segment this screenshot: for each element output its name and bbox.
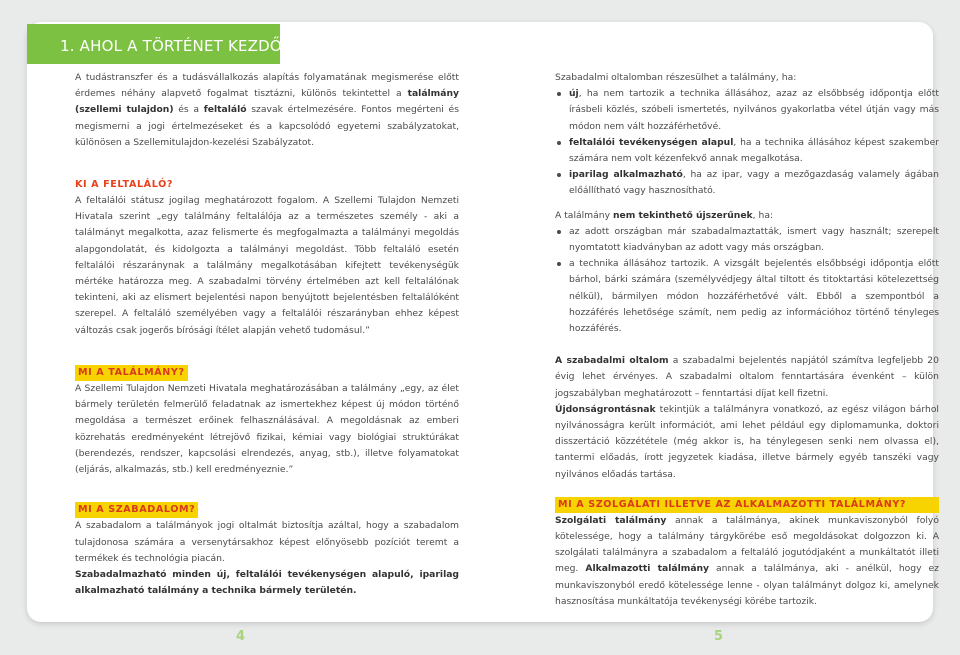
feltalalo-paragraph: A feltalálói státusz jogilag meghatározott fogalom. A Szellemi Tulajdon Nemzeti Hivatala szerint „egy találmány feltalálója az a természetes személy - aki a találmányt megalkotta, azaz felismerte és megfogalmazta a találmányi megoldás alapgondolatát, és kidolgozta a találmányi megoldást. Több feltaláló esetén feltalálói részaránynak a találmány megalkotásában kifejtett tevékenységük mértéke határozza meg. A szabadalmi törvény értelmében azt kell feltalálónak tekinteni, aki az elismert bejelentési napon benyújtott bejelentésben feltalálóként szerepel. A feltaláló személyében vagy a feltalálói részarányban ehhez képest változás csak jogerős bírósági ítélet alapján vehető tudomásul.” — [75, 195, 459, 336]
page-number-right: 5 — [714, 629, 724, 644]
heading-mi-a-talalmany: MI A TALÁLMÁNY? — [75, 365, 188, 381]
oltalom-intro: Szabadalmi oltalomban részesülhet a találmány, ha: — [555, 72, 797, 83]
not-novel-list — [555, 224, 939, 337]
list-item: az adott országban már szabadalmaztatták, ismert vagy használt; szerepelt nyomtatott kiadványban az adott vagy más országban. — [555, 224, 939, 256]
szabadalmazhato-statement: Szabadalmazható minden új, feltalálói tevékenységen alapuló, iparilag alkalmazható találmány a technika bármely területén. — [75, 569, 459, 597]
list-item: a technika állásához tartozik. A vizsgált bejelentés elsőbbségi időpontja előtt bárhol, bárki számára (személyvédjegy által tiltott és titoktartási kötelezettség nélkül), bármilyen módon hozzáférhetővé vált. Ebből a szempontból a hozzáférés lehetősége számít, nem pedig az információhoz történő tényleges hozzáférés. — [555, 256, 939, 337]
heading-mi-a-szabadalom: MI A SZABADALOM? — [75, 502, 198, 518]
document-spread — [27, 22, 940, 622]
left-column — [75, 70, 459, 599]
heading-ki-a-feltalalo: KI A FELTALÁLÓ? — [75, 179, 173, 191]
not-novel-intro: A találmány nem tekinthető újszerűnek, ha: — [555, 209, 774, 221]
page-number-left: 4 — [236, 629, 246, 644]
heading-szolgalati-talalmany: MI A SZOLGÁLATI ILLETVE AZ ALKALMAZOTTI TALÁLMÁNY? — [555, 497, 939, 513]
ujdonsagrontas-paragraph: Újdonságrontásnak tekintjük a találmányra vonatkozó, az egész világon bárhol nyilvánosságra került információt, ami lehet például egy diplomamunka, doktori disszertáció közzététele (még akkor is, ha ténylegesen senki nem olvassa el), tantermi előadás, írott jegyzetek kiadása, illetve bármely egyéb tanszéki vagy nyilvános előadás tartása. — [555, 403, 939, 480]
list-item: feltalálói tevékenységen alapul, ha a technika állásához képest szakember számára nem volt kézenfekvő annak megalkotása. — [555, 135, 939, 167]
list-item: iparilag alkalmazható, ha az ipar, vagy a mezőgazdaság valamely ágában előállítható vagy hasznosítható. — [555, 167, 939, 199]
section-title: 1. AHOL A TÖRTÉNET KEZDŐDIK: — [60, 37, 314, 55]
szabadalmi-oltalom-paragraph: A szabadalmi oltalom a szabadalmi bejelentés napjától számítva legfeljebb 20 évig lehet érvényes. A szabadalmi oltalom fenntartására évenként – külön jogszabályban meghatározott – fenntartási díjat kell fizetni. — [555, 355, 939, 399]
talalmany-paragraph: A Szellemi Tulajdon Nemzeti Hivatala meghatározásában a találmány „egy, az élet bármely területén felmerülő feladatnak az ismertekhez képest új módon történő megoldása a természet erőinek felhasználásával. A megoldásnak az emberi közrehatás eredményeként létrejövő fizikai, kémiai vagy biológiai struktúrákat (berendezés, rendszer, kapcsolási elrendezés, anyag, stb.), illetve folyamatokat (eljárás, alkalmazás, stb.) kell eredményeznie.” — [75, 383, 459, 476]
list-item: új, ha nem tartozik a technika állásához, azaz az elsőbbség időpontja előtt írásbeli közlés, szóbeli ismertetés, nyilvános gyakorlatba vétel útján vagy más módon nem vált hozzáférhetővé. — [555, 86, 939, 135]
szolgalati-paragraph: Szolgálati találmány annak a találmánya, akinek munkaviszonyból folyó kötelessége, hogy a találmány tárgykörébe eső megoldásokat dolgozzon ki. A szolgálati találmányra a szabadalom a feltaláló jogutódjaként a munkáltatót illeti meg. Alkalmazotti találmány annak a találmánya, aki - anélkül, hogy ez munkaviszonyból eredő kötelessége lenne - olyan találmányt dolgoz ki, amelynek hasznosítása munkáltatója tevékenységi körébe tartozik. — [555, 514, 940, 607]
right-column — [555, 70, 939, 610]
oltalom-conditions-list — [555, 86, 939, 199]
szabadalom-paragraph: A szabadalom a találmányok jogi oltalmát biztosítja azáltal, hogy a szabadalom tulajdonosa számára a versenytársakhoz képest előnyösebb pozíciót teremt a termékek és technológia piacán. — [75, 520, 459, 564]
intro-paragraph: A tudástranszfer és a tudásvállalkozás alapítás folyamatának megismerése előtt érdemes néhány alapvető fogalmat tisztázni, különös tekintettel a találmány (szellemi tulajdon) és a feltaláló szavak értelmezésére. Fontos megérteni és megismerni a jogi értelmezéseket és a kapcsolódó egyetemi szabályzatokat, különösen a Szellemitulajdon-kezelési Szabályzatot. — [75, 72, 459, 148]
section-title-bar — [27, 24, 314, 64]
